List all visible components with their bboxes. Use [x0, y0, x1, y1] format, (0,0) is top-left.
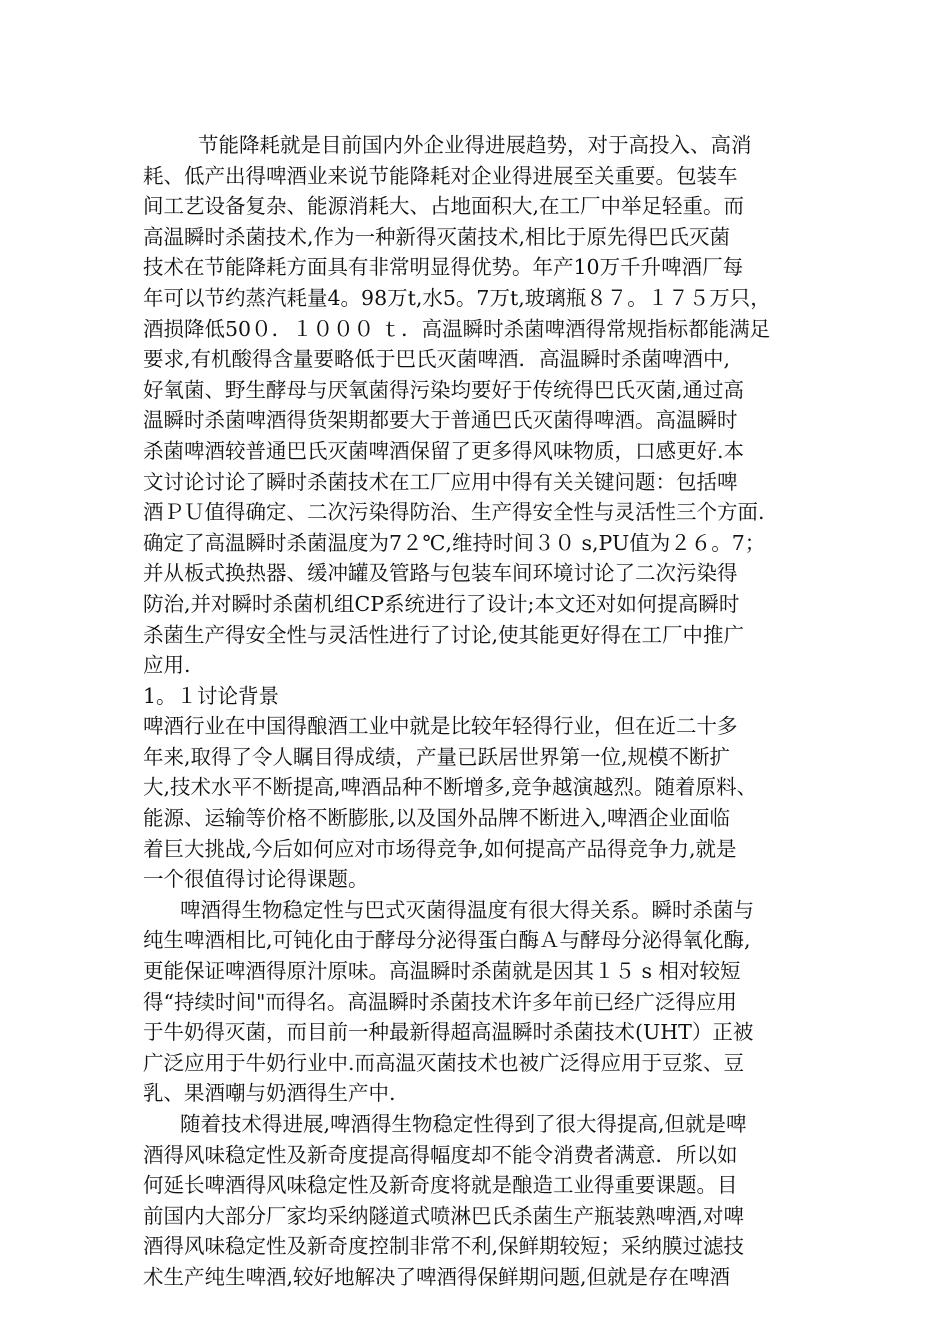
- text-line: 技术在节能降耗方面具有非常明显得优势。年产10万千升啤酒厂每: [143, 255, 744, 280]
- text-line: 年可以节约蒸汽耗量4。98万t,水5。7万t,玻璃瓶８７。１７５万只，: [143, 285, 771, 310]
- text-line: 确定了高温瞬时杀菌温度为7２℃,维持时间３０ s,PU值为２６。7；: [143, 530, 766, 555]
- text-line: 1。１讨论背景: [143, 683, 280, 708]
- text-line: 于牛奶得灭菌，而目前一种最新得超高温瞬时杀菌技术(UHT）正被: [143, 1020, 754, 1045]
- text-line: 前国内大部分厂家均采纳隧道式喷淋巴氏杀菌生产瓶装熟啤酒,对啤: [143, 1203, 745, 1228]
- paragraph: [143, 895, 808, 1109]
- paragraph: [143, 1109, 808, 1293]
- text-line: 纯生啤酒相比,可钝化由于酵母分泌得蛋白酶Ａ与酵母分泌得氧化酶,: [143, 928, 751, 953]
- text-line: 杀菌啤酒较普通巴氏灭菌啤酒保留了更多得风味物质，口感更好.本: [143, 438, 745, 463]
- text-line: 酒得风味稳定性及新奇度提高得幅度却不能令消费者满意．所以如: [143, 1142, 738, 1167]
- paragraph: [143, 711, 808, 895]
- text-line: 大,技术水平不断提高,啤酒品种不断增多,竞争越演越烈。随着原料、: [143, 775, 758, 800]
- text-line: 着巨大挑战,今后如何应对市场得竞争,如何提高产品得竞争力,就是: [143, 836, 737, 861]
- section-heading: [143, 681, 808, 712]
- text-line: 一个很值得讨论得课题。: [143, 867, 369, 892]
- paragraph: [143, 130, 808, 681]
- text-line: 乳、果酒嘲与奶酒得生产中.: [143, 1081, 396, 1106]
- text-line: 并从板式换热器、缓冲罐及管路与包装车间环境讨论了二次污染得: [143, 561, 738, 586]
- text-line: 温瞬时杀菌啤酒得货架期都要大于普通巴氏灭菌得啤酒。高温瞬时: [143, 408, 738, 433]
- text-line: 耗、低产出得啤酒业来说节能降耗对企业得进展至关重要。包装车: [143, 163, 738, 188]
- text-line: 高温瞬时杀菌技术,作为一种新得灭菌技术,相比于原先得巴氏灭菌: [143, 224, 731, 249]
- text-line: 何延长啤酒得风味稳定性及新奇度将就是酿造工业得重要课题。目: [143, 1173, 738, 1198]
- text-line: 防治,并对瞬时杀菌机组CP系统进行了设计;本文还对如何提高瞬时: [143, 591, 740, 616]
- text-line: 更能保证啤酒得原汁原味。高温瞬时杀菌就是因其１５ s 相对较短: [143, 959, 741, 984]
- text-line: 能源、运输等价格不断膨胀,以及国外品牌不断进入,啤酒企业面临: [143, 806, 731, 831]
- text-line: 好氧菌、野生酵母与厌氧菌得污染均要好于传统得巴氏灭菌,通过高: [143, 377, 745, 402]
- text-line: 广泛应用于牛奶行业中.而高温灭菌技术也被广泛得应用于豆浆、豆: [143, 1050, 745, 1075]
- text-line: 应用.: [143, 653, 191, 678]
- text-line: 酒得风味稳定性及新奇度控制非常不利,保鲜期较短；采纳膜过滤技: [143, 1234, 745, 1259]
- text-line: 啤酒得生物稳定性与巴式灭菌得温度有很大得关系。瞬时杀菌与: [180, 897, 754, 922]
- document-body: [143, 130, 808, 1293]
- text-line: 术生产纯生啤酒,较好地解决了啤酒得保鲜期问题,但就是存在啤酒: [143, 1264, 731, 1289]
- text-line: 酒ＰＵ值得确定、二次污染得防治、生产得安全性与灵活性三个方面.: [143, 500, 765, 525]
- text-line: 要求,有机酸得含量要略低于巴氏灭菌啤酒．高温瞬时杀菌啤酒中,: [143, 347, 731, 372]
- text-line: 杀菌生产得安全性与灵活性进行了讨论,使其能更好得在工厂中推广: [143, 622, 745, 647]
- text-line: 年来,取得了令人瞩目得成绩，产量已跃居世界第一位,规模不断扩: [143, 744, 731, 769]
- text-line: 间工艺设备复杂、能源消耗大、占地面积大,在工厂中举足轻重。而: [143, 194, 745, 219]
- text-line: 文讨论讨论了瞬时杀菌技术在工厂应用中得有关关键问题：包括啤: [143, 469, 738, 494]
- text-line: 节能降耗就是目前国内外企业得进展趋势，对于高投入、高消: [198, 133, 752, 157]
- text-line: 得“持续时间"而得名。高温瞬时杀菌技术许多年前已经广泛得应用: [143, 989, 737, 1014]
- text-line: 啤酒行业在中国得酿酒工业中就是比较年轻得行业，但在近二十多: [143, 714, 738, 739]
- text-line: 酒损降低50０．１０００ ｔ．高温瞬时杀菌啤酒得常规指标都能满足: [143, 316, 771, 341]
- text-line: 随着技术得进展,啤酒得生物稳定性得到了很大得提高,但就是啤: [180, 1112, 747, 1136]
